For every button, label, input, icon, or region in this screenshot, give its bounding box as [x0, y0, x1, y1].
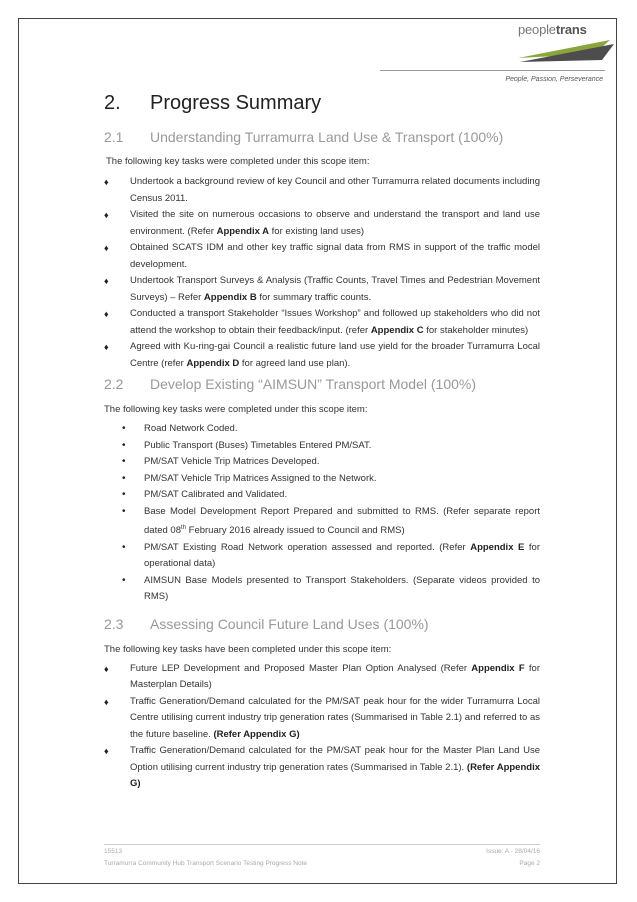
list-item: • PM/SAT Calibrated and Validated.	[104, 487, 540, 504]
company-logo: peopletrans	[518, 22, 587, 37]
section-intro: The following key tasks have been completed under this scope item:	[104, 643, 392, 655]
section-intro: The following key tasks were completed under this scope item:	[104, 404, 368, 415]
main-content	[104, 92, 540, 793]
appendix-reference: Appendix E	[470, 541, 525, 553]
appendix-reference: Appendix D	[186, 357, 240, 369]
task-list-2-2	[104, 421, 540, 606]
footer-line-2: Turramurra Community Hub Transport Scenario Testing Progress Note Page 2	[104, 860, 540, 867]
appendix-reference: Appendix A	[216, 225, 270, 237]
task-list-2-1	[104, 174, 540, 372]
appendix-reference: (Refer Appendix G)	[130, 761, 540, 790]
list-item: ♦ Obtained SCATS IDM and other key traffic signal data from RMS in support of the traffic model development.	[104, 240, 540, 273]
task-list-2-3	[104, 661, 540, 793]
list-item: • AIMSUN Base Models presented to Transport Stakeholders. (Separate videos provided to RMS)	[104, 573, 540, 606]
appendix-reference: Appendix B	[203, 291, 257, 303]
list-item: • PM/SAT Vehicle Trip Matrices Developed.	[104, 454, 540, 471]
section-heading-2-2: 2.2 Develop Existing “AIMSUN” Transport Model (100%)	[104, 376, 477, 392]
appendix-reference: Appendix C	[370, 324, 424, 336]
list-item: • PM/SAT Vehicle Trip Matrices Assigned to the Network.	[104, 471, 540, 488]
list-item: ♦ Traffic Generation/Demand calculated for the PM/SAT peak hour for the wider Turramurra Local Centre utilising current industry trip generation rates (Summarised in Table 2.1) and referred to as the future baseline. (Refer Appendix G)	[104, 694, 540, 744]
section-heading-2-1: 2.1 Understanding Turramurra Land Use & Transport (100%)	[104, 129, 504, 145]
list-item: • Public Transport (Buses) Timetables Entered PM/SAT.	[104, 438, 540, 455]
page-title: 2. Progress Summary	[104, 92, 322, 114]
appendix-reference: Appendix F	[471, 662, 525, 674]
header-rule	[380, 70, 605, 71]
list-item: ♦ Undertook a background review of key Council and other Turramurra related documents including Census 2011.	[104, 174, 540, 207]
list-item: • Road Network Coded.	[104, 421, 540, 438]
list-item: ♦ Agreed with Ku-ring-gai Council a realistic future land use yield for the broader Turramurra Local Centre (refer Appendix D for agreed land use plan).	[104, 339, 540, 372]
footer-line-1: 15513 Issue: A - 28/04/16	[104, 848, 540, 855]
footer-rule	[104, 844, 540, 845]
list-item: ♦ Traffic Generation/Demand calculated for the PM/SAT peak hour for the Master Plan Land Use Option utilising current industry trip generation rates (Summarised in Table 2.1). (Refer Appendix G)	[104, 743, 540, 793]
list-item: ♦ Undertook Transport Surveys & Analysis (Traffic Counts, Travel Times and Pedestrian Movement Surveys) – Refer Appendix B for summary traffic counts.	[104, 273, 540, 306]
list-item: ♦ Conducted a transport Stakeholder “Issues Workshop” and followed up stakeholders who did not attend the workshop to obtain their feedback/input. (refer Appendix C for stakeholder minutes)	[104, 306, 540, 339]
list-item: • PM/SAT Existing Road Network operation assessed and reported. (Refer Appendix E for operational data)	[104, 540, 540, 573]
section-intro: The following key tasks were completed under this scope item:	[106, 156, 370, 167]
tagline: People, Passion, Perseverance	[505, 76, 603, 83]
list-item: ♦ Visited the site on numerous occasions to observe and understand the transport and land use environment. (Refer Appendix A for existing land uses)	[104, 207, 540, 240]
list-item: • Base Model Development Report Prepared and submitted to RMS. (Refer separate report dated 08th February 2016 already issued to Council and RMS)	[104, 504, 540, 540]
list-item: ♦ Future LEP Development and Proposed Master Plan Option Analysed (Refer Appendix F for Masterplan Details)	[104, 661, 540, 694]
section-heading-2-3: 2.3 Assessing Council Future Land Uses (100%)	[104, 615, 429, 632]
appendix-reference: (Refer Appendix G)	[213, 728, 300, 740]
